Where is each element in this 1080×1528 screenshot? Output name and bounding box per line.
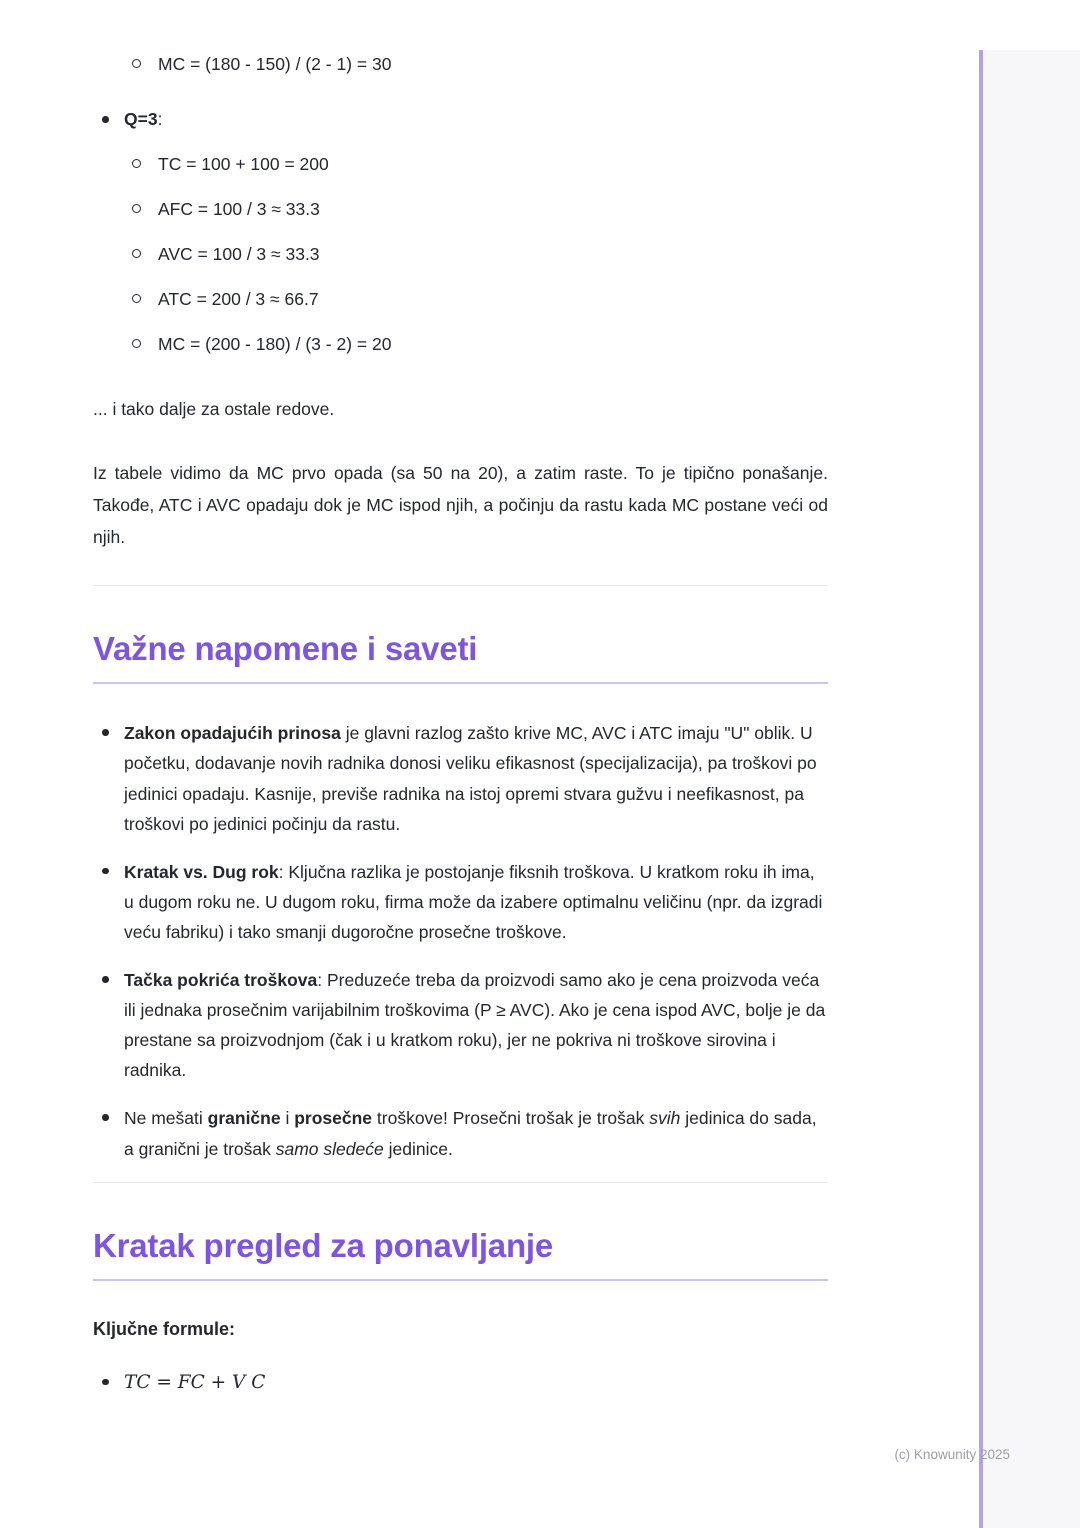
bullet-text: : Preduzeće treba da proizvodi samo ako je cena proizvoda veća ili jednaka prosečnim varijabilnim troškovima (P ≥ AVC). Ako je cena ispod AVC, bolje je da prestane sa proizvodnjom (čak i u kratkom roku), jer ne pokriva ni troškove sirovina i radnika.: [124, 970, 826, 1081]
q3-colon: :: [157, 109, 163, 129]
napomene-list: [93, 718, 828, 1163]
list-item-atc: [124, 285, 828, 313]
document-content: [93, 0, 828, 1397]
bullet-text: jedinice.: [383, 1138, 453, 1159]
section-divider: [93, 585, 828, 586]
page-right-margin-strip: [979, 50, 1080, 1528]
math-formula: TC = FC + V C: [124, 1371, 266, 1393]
formula-text: TC = 100 + 100 = 200: [158, 154, 329, 174]
bullet-bold-text: Kratak vs. Dug rok: [124, 861, 279, 882]
copyright-watermark: (c) Knowunity 2025: [894, 1447, 1010, 1462]
list-item-mc-q2: [124, 50, 828, 78]
bullet-italic-text: svih: [649, 1108, 681, 1129]
list-item-tc: [124, 150, 828, 178]
q3-list: [93, 105, 828, 358]
list-item-formula-tc: [93, 1368, 828, 1398]
bullet-italic-text: samo sledeće: [275, 1138, 384, 1159]
formula-text: MC = (180 - 150) / (2 - 1) = 30: [158, 54, 392, 74]
list-item-rok: [93, 857, 828, 947]
list-item-mc-q3: [124, 330, 828, 358]
section-title-napomene: Važne napomene i saveti: [93, 630, 828, 684]
list-item-afc: [124, 195, 828, 223]
q2-sublist: [124, 50, 828, 78]
q3-label: Q=3: [124, 109, 158, 129]
bullet-text: jedinica do sada, a granični je trošak: [124, 1108, 817, 1159]
paragraph-continuation: ... i tako dalje za ostale redove.: [93, 399, 335, 419]
list-item-avc: [124, 240, 828, 268]
bullet-bold-text: prosečne: [294, 1108, 373, 1129]
formula-text: MC = (200 - 180) / (3 - 2) = 20: [158, 334, 392, 354]
bullet-text: i: [280, 1108, 295, 1129]
section-divider: [93, 1182, 828, 1183]
list-item-q3: [93, 105, 828, 358]
formulas-list: [93, 1368, 828, 1398]
bullet-bold-text: Zakon opadajućih prinosa: [124, 723, 341, 744]
bullet-text: je glavni razlog zašto krive MC, AVC i ATC imaju "U" oblik. U početku, dodavanje novih radnika donosi veliku efikasnost (specijalizacija), pa troškovi po jedinici opadaju. Kasnije, previše radnika na istoj opremi stvara gužvu i neefikasnost, pa troškovi po jedinici počinju da rastu.: [124, 723, 817, 834]
list-item-tacka: [93, 965, 828, 1085]
formula-text: AVC = 100 / 3 ≈ 33.3: [158, 244, 320, 264]
bullet-bold-text: granične: [207, 1108, 281, 1129]
formula-text: ATC = 200 / 3 ≈ 66.7: [158, 289, 319, 309]
paragraph-analysis: Iz tabele vidimo da MC prvo opada (sa 50 na 20), a zatim raste. To je tipično ponašanje. Takođe, ATC i AVC opadaju dok je MC ispod njih, a počinju da rastu kada MC postane veći od njih.: [93, 462, 828, 547]
section-title-pregled: Kratak pregled za ponavljanje: [93, 1227, 828, 1281]
formula-text: AFC = 100 / 3 ≈ 33.3: [158, 199, 320, 219]
bullet-bold-text: Tačka pokrića troškova: [124, 970, 318, 991]
bullet-text: troškove! Prosečni trošak je trošak: [372, 1108, 650, 1129]
formulas-label: Ključne formule:: [93, 1318, 236, 1339]
list-item-zakon: [93, 718, 828, 838]
list-item-ne-mesati: [93, 1103, 828, 1163]
q3-sublist: [124, 150, 828, 358]
bullet-text: Ne mešati: [124, 1108, 208, 1129]
bullet-text: : Ključna razlika je postojanje fiksnih troškova. U kratkom roku ih ima, u dugom roku ne. U dugom roku, firma može da izabere optimalnu veličinu (npr. da izgradi veću fabriku) i tako smanji dugoročne prosečne troškove.: [124, 861, 823, 942]
